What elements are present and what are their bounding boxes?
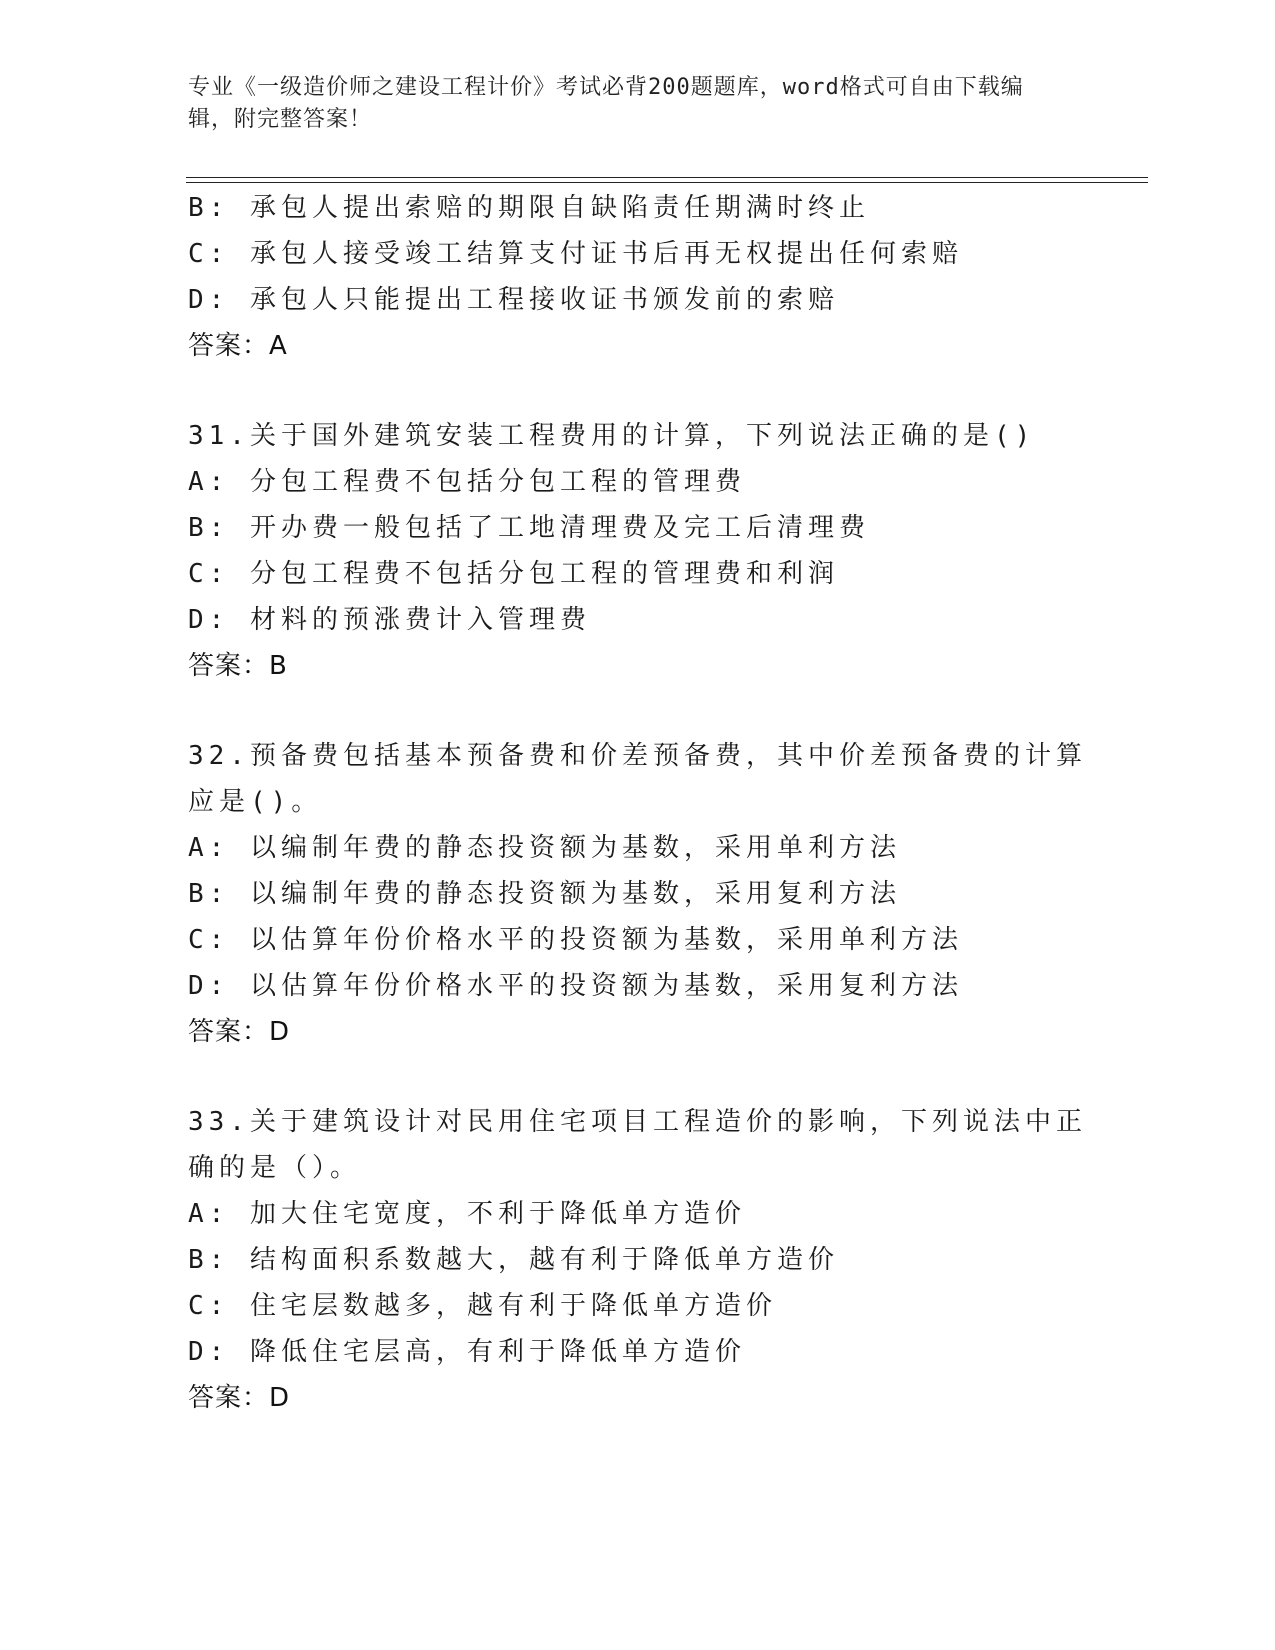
option-a: A: 加大住宅宽度，不利于降低单方造价 [188,1199,746,1229]
option-b: B: 开办费一般包括了工地清理费及完工后清理费 [188,513,870,543]
option-b: B: 以编制年费的静态投资额为基数，采用复利方法 [188,879,901,909]
option-b: B: 承包人提出索赔的期限自缺陷责任期满时终止 [188,193,870,223]
option-c: C: 承包人接受竣工结算支付证书后再无权提出任何索赔 [188,239,963,269]
header-divider-top [186,177,1148,178]
option-c: C: 分包工程费不包括分包工程的管理费和利润 [188,559,839,589]
answer-line: 答案：A [188,331,288,361]
document-body [188,185,1088,1421]
question-stem: 33.关于建筑设计对民用住宅项目工程造价的影响，下列说法中正确的是（）。 [188,1107,1087,1183]
option-d: D: 降低住宅层高，有利于降低单方造价 [188,1337,746,1367]
option-d: D: 以估算年份价格水平的投资额为基数，采用复利方法 [188,971,963,1001]
option-d: D: 承包人只能提出工程接收证书颁发前的索赔 [188,285,839,315]
question-31 [188,413,1088,689]
question-fragment [188,185,1088,369]
option-c: C: 住宅层数越多，越有利于降低单方造价 [188,1291,777,1321]
question-32 [188,733,1088,1055]
answer-line: 答案：B [188,651,288,681]
question-stem: 32.预备费包括基本预备费和价差预备费，其中价差预备费的计算应是()。 [188,741,1087,817]
option-c: C: 以估算年份价格水平的投资额为基数，采用单利方法 [188,925,963,955]
option-d: D: 材料的预涨费计入管理费 [188,605,591,635]
header-divider-bottom [186,182,1148,183]
answer-line: 答案：D [188,1383,291,1413]
option-a: A: 以编制年费的静态投资额为基数，采用单利方法 [188,833,901,863]
question-stem: 31.关于国外建筑安装工程费用的计算，下列说法正确的是() [188,421,1036,451]
header-text: 专业《一级造价师之建设工程计价》考试必背200题题库，word格式可自由下载编辑，附完整答案！ [188,75,1024,132]
question-33 [188,1099,1088,1421]
document-header [188,72,1068,136]
answer-line: 答案：D [188,1017,291,1047]
option-a: A: 分包工程费不包括分包工程的管理费 [188,467,746,497]
option-b: B: 结构面积系数越大，越有利于降低单方造价 [188,1245,839,1275]
